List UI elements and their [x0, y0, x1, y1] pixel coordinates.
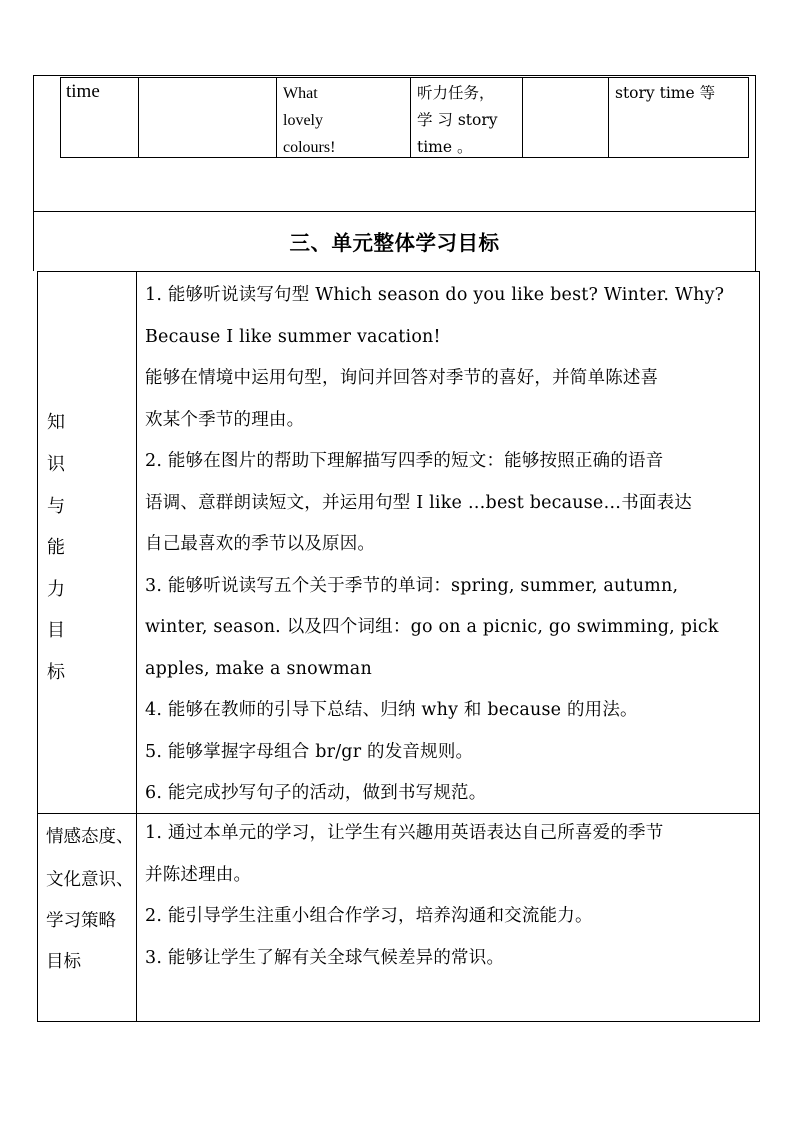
- cell-col3-line2: colours!: [283, 139, 336, 156]
- affective-label-line: 情感态度、: [46, 827, 134, 847]
- cell-col3: [283, 80, 401, 161]
- objective-line: 语调、意群朗读短文，并运用句型 I like …best because…书面表达: [145, 492, 692, 513]
- objective-line: 3. 能够让学生了解有关全球气候差异的常识。: [145, 947, 505, 968]
- cell-col4-line2: 学 习 story: [417, 111, 498, 129]
- inner-bottom-border: [60, 157, 749, 158]
- objective-line: 并陈述理由。: [145, 864, 252, 885]
- knowledge-label-char: 识: [47, 454, 65, 475]
- objective-line: apples, make a snowman: [145, 658, 372, 679]
- inner-col-line: [138, 77, 139, 158]
- objective-line: 5. 能够掌握字母组合 br/gr 的发音规则。: [145, 741, 474, 762]
- inner-col-line: [608, 77, 609, 158]
- cell-col3-line1: What lovely: [283, 85, 323, 129]
- objective-line: 能够在情境中运用句型，询问并回答对季节的喜好，并简单陈述喜: [145, 368, 659, 388]
- objectives-column-divider: [136, 271, 137, 1022]
- affective-label-line: 文化意识、: [46, 870, 134, 890]
- objectives-right-border: [759, 271, 760, 1022]
- objective-line: 自己最喜欢的季节以及原因。: [145, 534, 376, 554]
- objective-line: Because I like summer vacation!: [145, 326, 441, 347]
- objective-line: 2. 能够在图片的帮助下理解描写四季的短文：能够按照正确的语音: [145, 451, 664, 471]
- cell-col4: [417, 80, 519, 161]
- outer-divider: [33, 211, 756, 212]
- outer-top-border: [33, 75, 756, 76]
- section-title: 三、单元整体学习目标: [289, 231, 500, 255]
- objectives-top-border: [37, 271, 760, 272]
- objective-line: 6. 能完成抄写句子的活动，做到书写规范。: [145, 783, 487, 803]
- knowledge-ability-content: [145, 275, 759, 815]
- inner-col-line: [276, 77, 277, 158]
- objective-line: 1. 能够听说读写句型 Which season do you like best? Winter. Why?: [145, 285, 725, 305]
- knowledge-label-char: 知: [47, 412, 65, 433]
- inner-col-line: [60, 77, 61, 158]
- cell-col6: story time 等: [615, 84, 716, 102]
- affective-label-line: 学习策略: [46, 911, 116, 931]
- objective-line: winter, season. 以及四个词组：go on a picnic, go swimming, pick: [145, 617, 719, 637]
- objectives-bottom-border: [37, 1021, 760, 1022]
- cell-col4-line1: 听力任务，: [417, 84, 495, 102]
- knowledge-label-char: 与: [47, 496, 65, 517]
- affective-content: [145, 813, 759, 979]
- knowledge-label-char: 力: [47, 579, 65, 600]
- affective-label-line: 目标: [46, 952, 81, 972]
- knowledge-label-char: 标: [47, 662, 65, 683]
- inner-col-line: [522, 77, 523, 158]
- objective-line: 4. 能够在教师的引导下总结、归纳 why 和 because 的用法。: [145, 700, 638, 720]
- cell-col1: time: [66, 81, 100, 102]
- knowledge-label-char: 能: [47, 537, 65, 558]
- objective-line: 3. 能够听说读写五个关于季节的单词：spring, summer, autumn,: [145, 575, 679, 596]
- objectives-left-border: [37, 271, 38, 1022]
- inner-top-border: [60, 77, 749, 78]
- cell-col4-line3: time 。: [417, 138, 473, 156]
- objective-line: 2. 能引导学生注重小组合作学习，培养沟通和交流能力。: [145, 906, 593, 926]
- inner-col-line: [748, 77, 749, 158]
- objective-line: 1. 通过本单元的学习，让学生有兴趣用英语表达自己所喜爱的季节: [145, 823, 664, 843]
- knowledge-label-char: 目: [47, 620, 65, 641]
- inner-col-line: [410, 77, 411, 158]
- objective-line: 欢某个季节的理由。: [145, 409, 305, 430]
